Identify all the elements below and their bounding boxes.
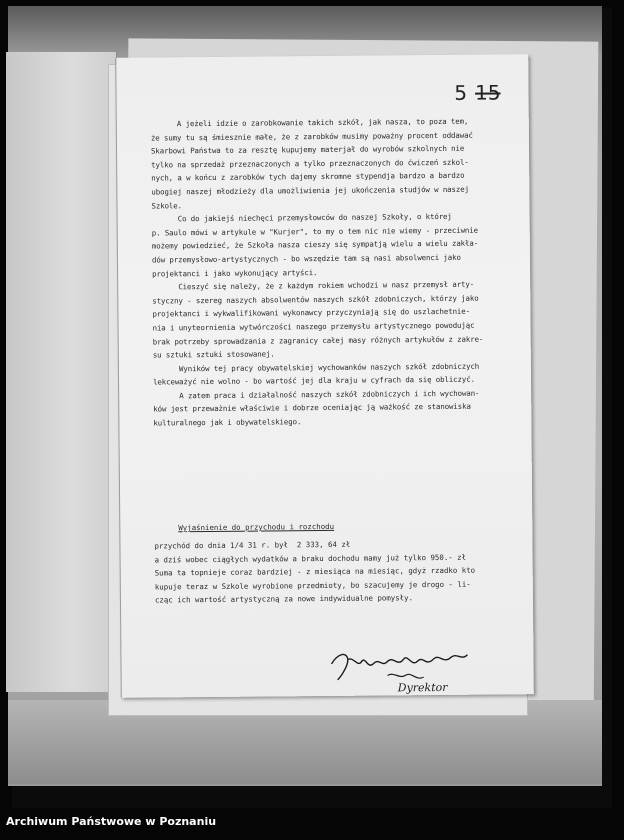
income-section-heading: Wyjaśnienie do przychodu i rozchodu [178, 521, 335, 533]
text-line: tylko na sprzedaż przeznaczonych a tylko przeznaczonych do ćwiczeń szkol- [151, 157, 469, 170]
text-line: Wyników tej pracy obywatelskiej wychowanków naszych szkół zdobniczych [152, 361, 480, 374]
text-line: przychód do dnia 1/4 31 r. był 2 333, 64 zł [154, 539, 351, 551]
text-line: cząc ich wartość artystyczną za nowe indywidualne pomysły. [154, 593, 414, 605]
archive-label: Archiwum Państwowe w Poznaniu [6, 815, 217, 828]
director-signature [327, 645, 477, 696]
text-line: brak potrzeby sprowadzania z zagranicy całej masy różnych artykułów z zakre- [152, 334, 484, 346]
text-line: kupuje teraz w Szkole wyrobione przedmioty, bo szacujemy je drogo - li- [154, 579, 471, 592]
document-page [115, 54, 534, 698]
text-line: A zatem praca i działalność naszych szkół zdobniczych i ich wychowan- [153, 388, 480, 401]
text-line: styczny - szereg naszych absolwentów naszych szkół zdobniczych, którzy jako [152, 293, 479, 306]
page-number-value: 5 [454, 80, 468, 105]
text-line: że sumy tu są śmiesznie małe, że z zarobków musimy poważny procent oddawać [150, 130, 473, 143]
text-line: a dziś wobec ciągłych wydatków a braku dochodu mamy już tylko 950.- zł [154, 552, 467, 565]
text-line: A jeżeli idzie o zarobkowanie takich szkół, jak nasza, to poza tem, [150, 116, 469, 129]
text-line: ków jest przeważnie właściwie i dobrze oceniając ją ważkość ze stanowiska [153, 402, 471, 414]
income-explanation [154, 536, 527, 607]
text-line: nia i unyteornienia wytwórczości naszego przemysłu artystycznego powodując [152, 320, 475, 333]
text-line: nych, a w końcu z zarobków tych dajemy skromne stypendja bardzo a bardzo [151, 171, 465, 183]
text-line: su sztuki sztuki stosowanej. [152, 349, 275, 360]
text-line: dów przemysłowo-artystycznych - bo wszędzie tam są nasi absolwenci jako [151, 252, 461, 265]
letter-body [151, 114, 526, 430]
text-line: lekceważyć nie wolno - bo wartość jej dla kraju w cyfrach da się obliczyć. [153, 374, 475, 387]
text-line: Cieszyć się należy, że z każdym rokiem wchodzi w nasz przemysł arty- [152, 279, 475, 292]
text-line: projektanci i wykwalifikowani wykonawcy przyczyniają się do uszlachetnie- [152, 307, 471, 319]
text-line: Skarbowi Państwa to za resztę kupujemy materjał do wyrobów szkolnych nie [150, 143, 465, 156]
text-line: Co do jakiejś niechęci przemysłowców do naszej Szkoły, o której [151, 212, 452, 224]
text-line: Szkole. [151, 200, 182, 211]
text-line: p. Saulo mówi w artykule w "Kurjer", to my o tem nic nie wiemy - przeciwnie [151, 225, 478, 238]
text-line: kulturalnego jak i obywatelskiego. [153, 417, 302, 428]
left-paper-sheet [6, 52, 117, 692]
page-number-struck: 15 [474, 80, 501, 105]
text-line: możemy powiedzieć, że Szkoła nasza cieszy się sympatją wielu a wielu zakła- [151, 238, 479, 251]
signature-caption: Dyrektor [397, 680, 448, 695]
text-line: Suma ta topnieje coraz bardziej - z miesiąca na miesiąc, gdyż rzadko kto [154, 565, 476, 578]
text-line: projektanci i jako wykonujący artyści. [152, 267, 318, 279]
page-number [454, 80, 500, 104]
text-line: ubogiej naszej młodzieży dla umożliwienia jej ukończenia studjów w naszej [151, 184, 469, 197]
